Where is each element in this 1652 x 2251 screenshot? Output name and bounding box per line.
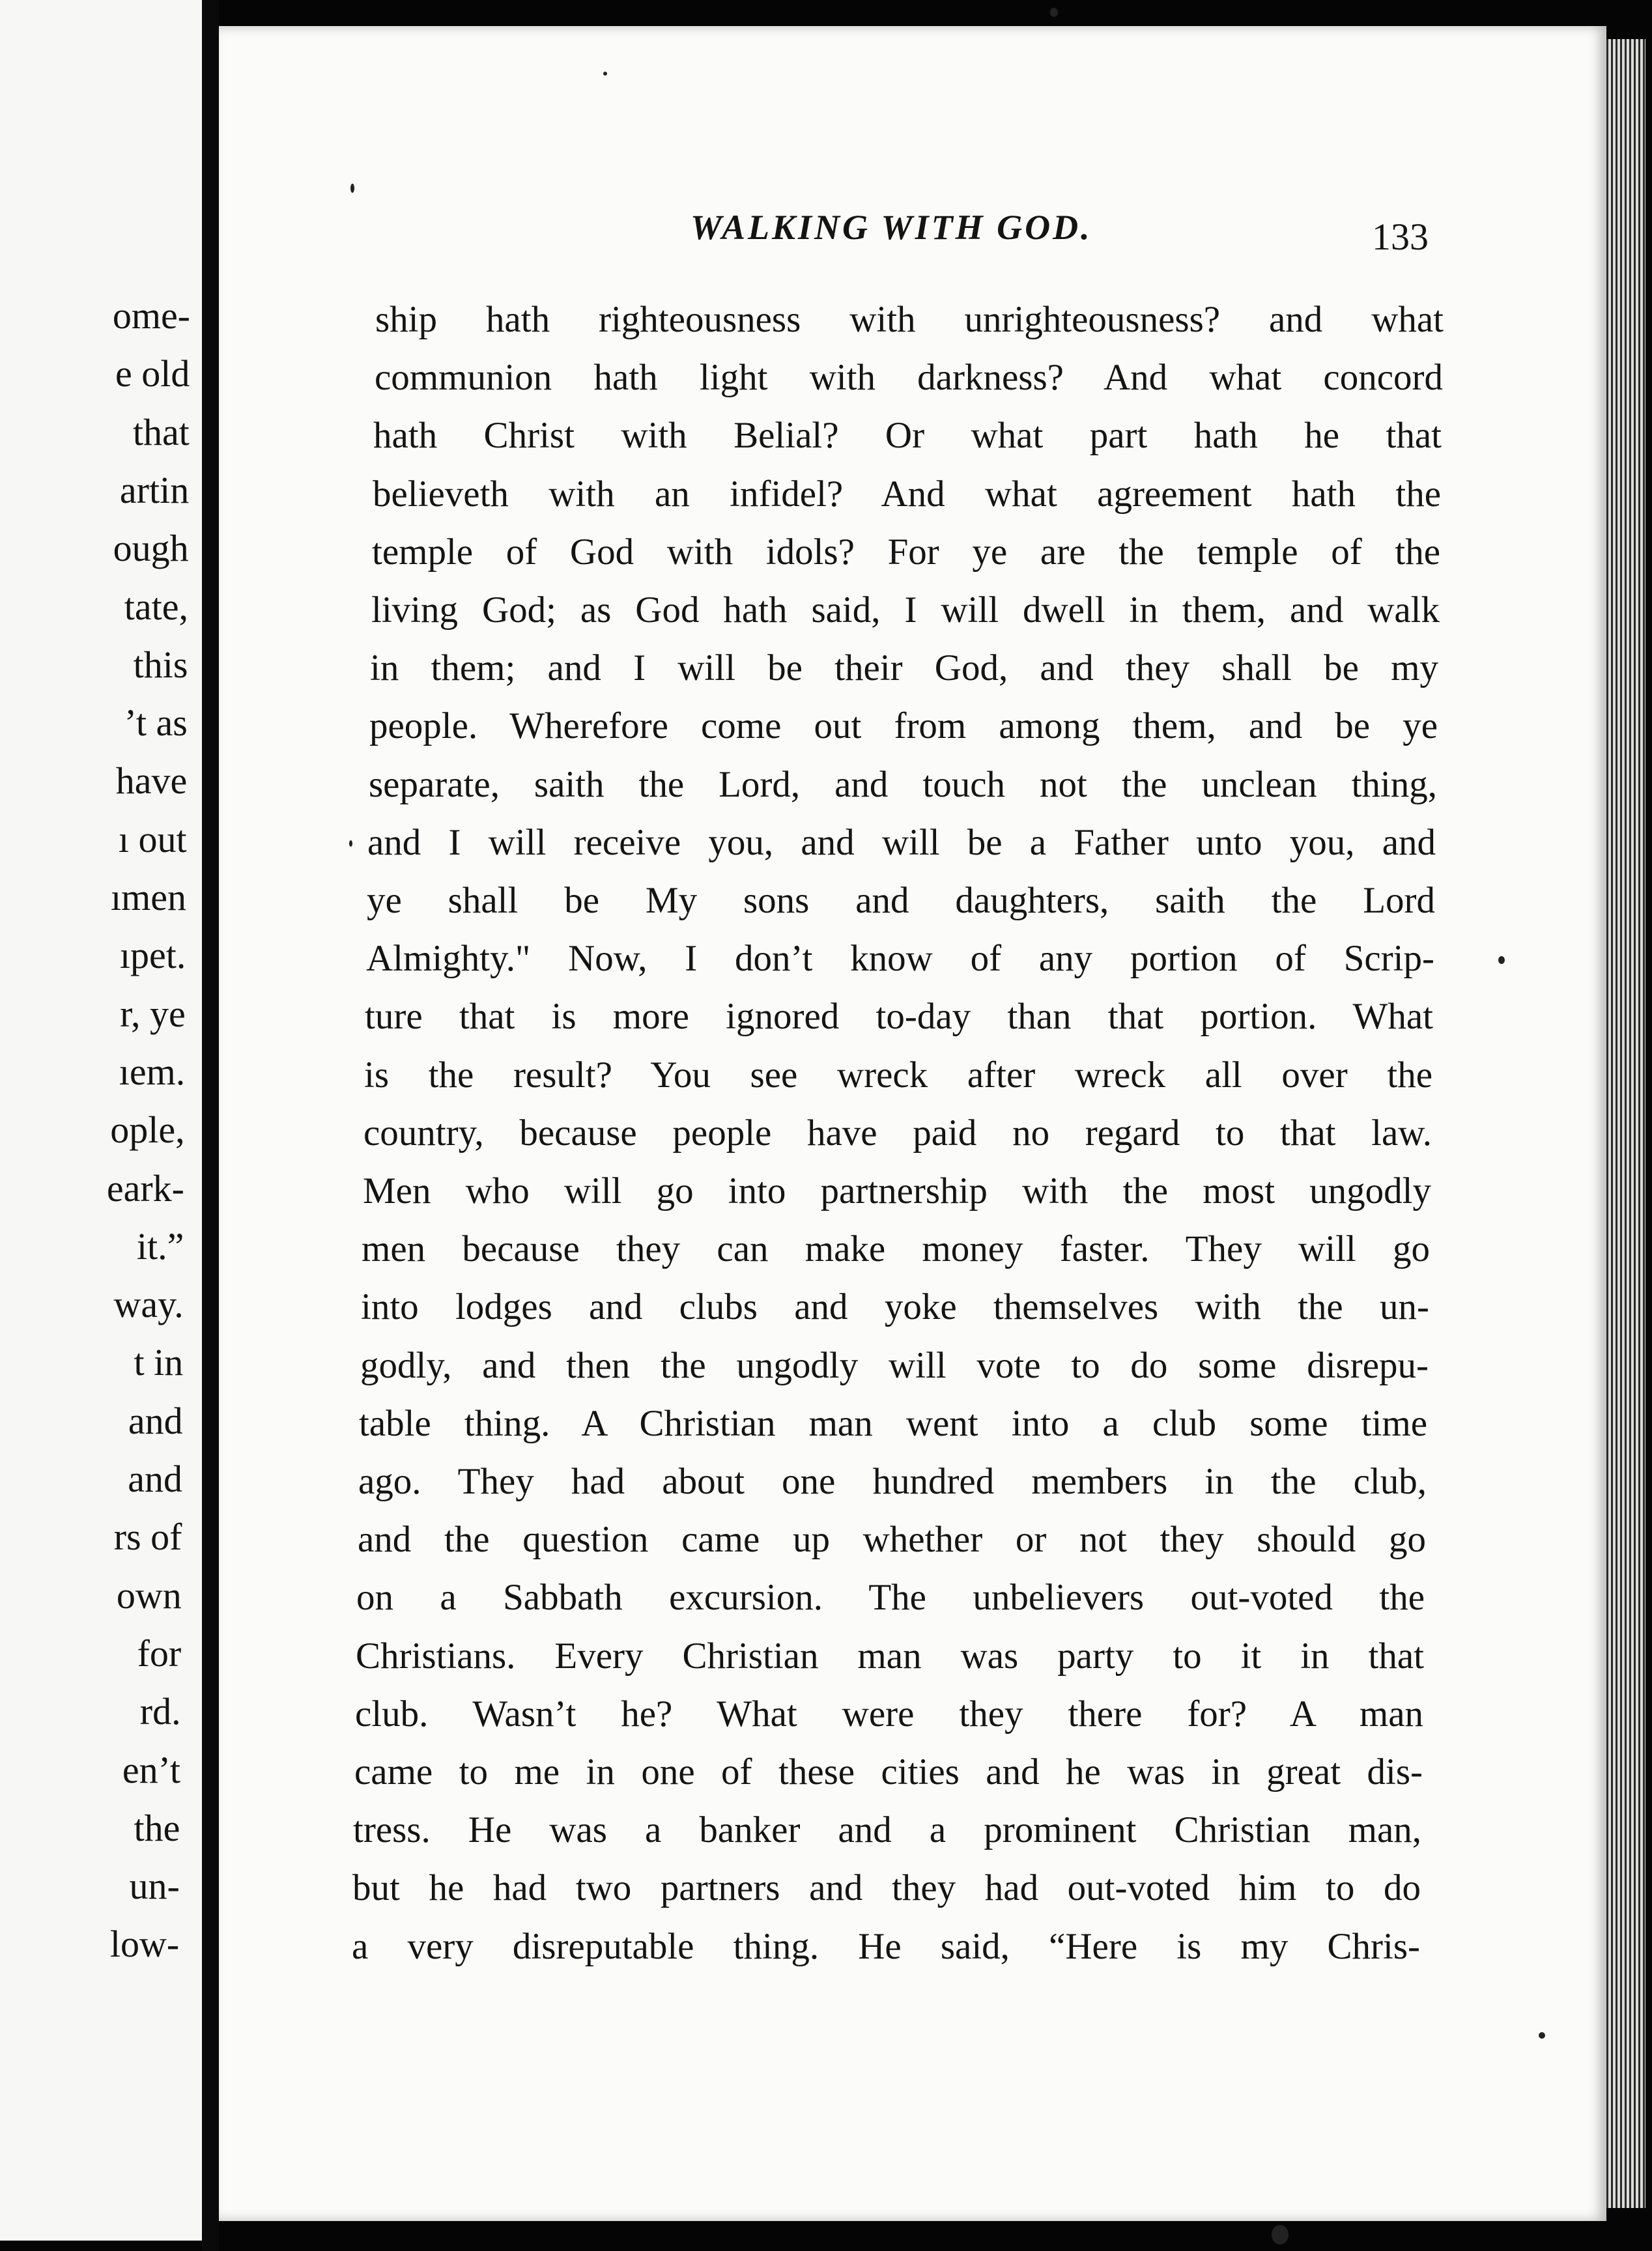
page-number: 133	[1372, 216, 1429, 258]
left-page-line-fragment: rs of	[113, 1516, 182, 1558]
text-line: country, because people have paid no regard to that law.	[363, 1112, 1432, 1154]
text-line: ye shall be My sons and daughters, saith the Lord	[367, 880, 1435, 921]
left-page-line-fragment: for	[137, 1632, 182, 1675]
text-line: Almighty." Now, I don’t know of any portion of Scrip-	[366, 938, 1434, 979]
text-line: and I will receive you, and will be a Father unto you, and	[367, 822, 1436, 863]
text-line: ago. They had about one hundred members in the club,	[358, 1461, 1427, 1502]
page-edges	[1606, 39, 1645, 2208]
left-page-line-fragment: it.”	[136, 1225, 184, 1267]
scan-speck	[1498, 956, 1505, 964]
text-line: living God; as God hath said, I will dwell in them, and walk	[371, 589, 1440, 630]
left-page-line-fragment: r, ye	[120, 993, 186, 1035]
text-line: tress. He was a banker and a prominent Christian man,	[353, 1809, 1421, 1850]
left-page-line-fragment: own	[116, 1574, 182, 1617]
text-line: people. Wherefore come out from among them, and be ye	[369, 705, 1438, 746]
left-page-line-fragment: and	[128, 1400, 183, 1442]
scan-speck	[603, 72, 607, 76]
left-page-line-fragment: this	[133, 644, 188, 686]
text-line: believeth with an infidel? And what agreement hath the	[373, 474, 1441, 515]
text-line: men because they can make money faster. They will go	[362, 1228, 1430, 1269]
text-line: is the result? You see wreck after wreck all over the	[364, 1055, 1432, 1096]
left-page-line-fragment: artin	[119, 469, 190, 511]
text-line: and the question came up whether or not they should go	[358, 1519, 1426, 1560]
left-page-line-fragment: rd.	[139, 1690, 181, 1733]
left-page-line-fragment: ı out	[118, 818, 187, 860]
left-page-line-fragment: tate,	[124, 586, 188, 628]
left-page-line-fragment: way.	[113, 1283, 184, 1325]
text-line: but he had two partners and they had out-voted him to do	[352, 1867, 1421, 1908]
running-head: WALKING WITH GOD.	[691, 208, 1092, 247]
left-page-line-fragment: ıem.	[119, 1051, 186, 1093]
left-page-line-fragment: ough	[113, 527, 189, 569]
scan-speck	[350, 184, 354, 193]
text-line: separate, saith the Lord, and touch not the unclean thing,	[369, 764, 1437, 805]
scan-speck	[1272, 2225, 1289, 2244]
left-page-line-fragment: t in	[134, 1341, 184, 1383]
text-line: temple of God with idols? For ye are the temple of the	[372, 531, 1440, 573]
text-line: came to me in one of these cities and he was in great dis-	[354, 1751, 1423, 1792]
left-page-line-fragment: e old	[115, 352, 190, 395]
text-line: ture that is more ignored to-day than that portion. What	[365, 996, 1433, 1037]
left-facing-page	[0, 0, 202, 2241]
text-line: ship hath righteousness with unrighteousness? and what	[375, 299, 1444, 340]
text-line: communion hath light with darkness? And what concord	[375, 357, 1443, 398]
left-page-line-fragment: the	[134, 1807, 180, 1849]
text-line: hath Christ with Belial? Or what part hath he that	[373, 415, 1442, 456]
text-line: Men who will go into partnership with the most ungodly	[363, 1170, 1431, 1211]
text-line: Christians. Every Christian man was party to it in that	[356, 1635, 1424, 1677]
text-line: on a Sabbath excursion. The unbelievers out-voted the	[356, 1577, 1425, 1618]
left-page-line-fragment: un-	[129, 1865, 180, 1907]
left-page-line-fragment: en’t	[122, 1749, 180, 1791]
scan-speck	[349, 840, 352, 847]
left-page-line-fragment: eark-	[106, 1167, 184, 1210]
text-line: godly, and then the ungodly will vote to do some disrepu-	[360, 1345, 1429, 1386]
book-gutter	[202, 0, 219, 2251]
left-page-line-fragment: low-	[109, 1923, 180, 1965]
scan-speck	[1050, 8, 1058, 17]
left-page-line-fragment: ıpet.	[119, 934, 186, 976]
text-line: in them; and I will be their God, and they shall be my	[370, 647, 1438, 688]
text-line: into lodges and clubs and yoke themselves with the un-	[361, 1286, 1429, 1327]
text-line: a very disreputable thing. He said, “Here is my Chris-	[352, 1926, 1420, 1967]
text-line: table thing. A Christian man went into a club some time	[359, 1403, 1427, 1444]
left-page-line-fragment: ople,	[110, 1109, 185, 1151]
left-page-line-fragment: ome-	[112, 294, 190, 337]
left-page-line-fragment: ımen	[111, 876, 186, 918]
text-line: club. Wasn’t he? What were they there for? A man	[355, 1693, 1423, 1734]
left-page-line-fragment: and	[128, 1458, 182, 1500]
left-page-line-fragment: ’t as	[124, 701, 188, 744]
scan-speck	[1539, 2032, 1545, 2039]
left-page-line-fragment: that	[132, 411, 190, 453]
left-page-line-fragment: have	[115, 759, 188, 802]
